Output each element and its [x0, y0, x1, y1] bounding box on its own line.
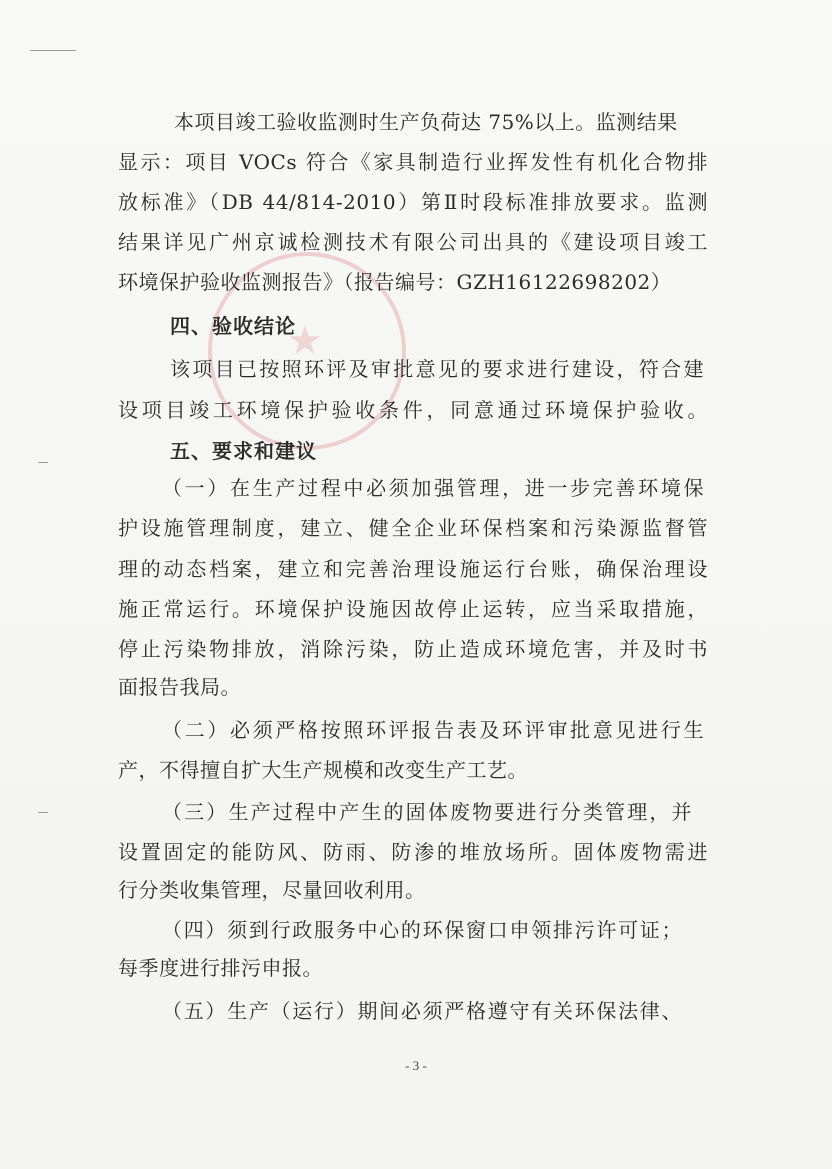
scan-mark [38, 812, 48, 813]
body-line: 停止污染物排放，消除污染，防止造成环境危害，并及时书 [118, 637, 708, 661]
body-line: 每季度进行排污申报。 [118, 956, 323, 980]
body-line: （四）须到行政服务中心的环保窗口申领排污许可证； [162, 918, 682, 942]
scan-mark [30, 50, 76, 51]
body-line: 设置固定的能防风、防雨、防渗的堆放场所。固体废物需进 [118, 840, 708, 864]
body-line: 设项目竣工环境保护验收条件，同意通过环境保护验收。 [118, 398, 708, 422]
body-line: 结果详见广州京诚检测技术有限公司出具的《建设项目竣工 [118, 230, 708, 254]
body-line: 放标准》（DB 44/814-2010）第Ⅱ时段标准排放要求。监测 [118, 190, 708, 214]
seal-star-icon: ★ [287, 318, 323, 364]
body-line: （二）必须严格按照环评报告表及环评审批意见进行生 [162, 718, 704, 742]
body-line: 该项目已按照环评及审批意见的要求进行建设，符合建 [170, 357, 704, 381]
body-line: 护设施管理制度，建立、健全企业环保档案和污染源监督管 [118, 516, 708, 540]
body-line: 行分类收集管理，尽量回收利用。 [118, 878, 426, 902]
page-number: - 3 - [405, 1058, 427, 1073]
body-line: 本项目竣工验收监测时生产负荷达 75%以上。监测结果 [174, 110, 678, 134]
body-line: （五）生产（运行）期间必须严格遵守有关环保法律、 [162, 999, 682, 1023]
body-line: 面报告我局。 [118, 675, 241, 699]
body-line: （一）在生产过程中必须加强管理，进一步完善环境保 [162, 476, 704, 500]
body-line: 显示：项目 VOCs 符合《家具制造行业挥发性有机化合物排 [118, 150, 708, 174]
body-line: 产，不得擅自扩大生产规模和改变生产工艺。 [118, 758, 528, 782]
body-line: 环境保护验收监测报告》（报告编号：GZH16122698202） [118, 270, 672, 294]
section-heading-requirements: 五、要求和建议 [170, 439, 317, 463]
scan-mark [38, 462, 48, 463]
body-line: （三）生产过程中产生的固体废物要进行分类管理，并 [162, 800, 692, 824]
body-line: 理的动态档案，建立和完善治理设施运行台账，确保治理设 [118, 557, 708, 581]
body-line: 施正常运行。环境保护设施因故停止运转，应当采取措施， [118, 597, 708, 621]
section-heading-conclusion: 四、验收结论 [170, 314, 296, 338]
